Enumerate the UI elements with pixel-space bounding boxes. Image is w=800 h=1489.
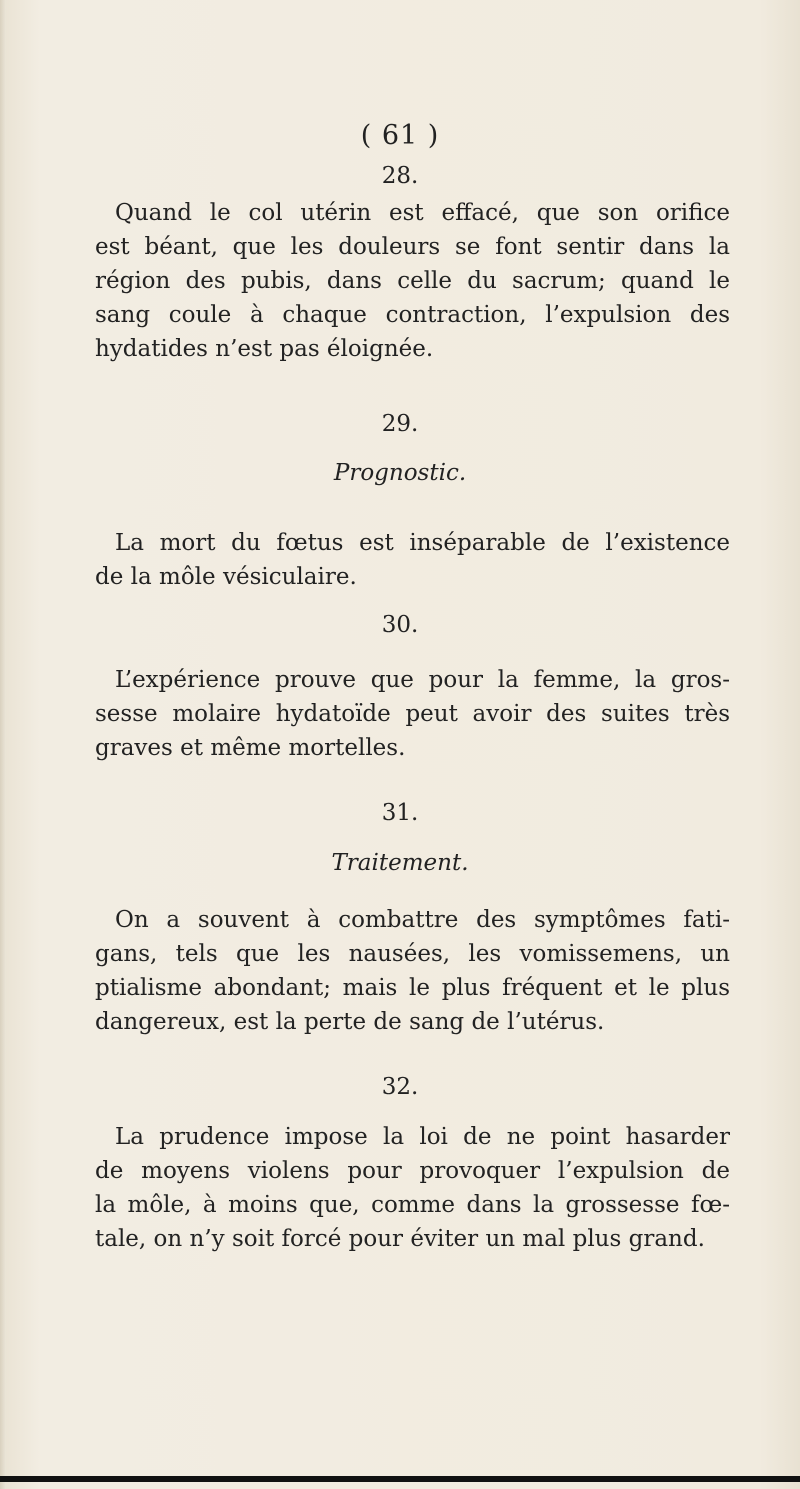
paragraph-29 — [95, 526, 730, 594]
paragraph-28 — [95, 196, 730, 366]
paragraph-line: ptialisme abondant; mais le plus fréquent et le plus — [95, 975, 730, 1001]
page-number: ( 61 ) — [360, 120, 440, 151]
paragraph-line: tale, on n’y soit forcé pour éviter un mal plus grand. — [95, 1226, 705, 1252]
section-heading-prognostic: Prognostic. — [333, 460, 467, 486]
paragraph-31 — [95, 903, 730, 1039]
page-gutter-edge — [0, 0, 6, 1489]
paragraph-line: sesse molaire hydatoïde peut avoir des suites très — [95, 701, 730, 727]
section-heading-traitement: Traitement. — [331, 850, 469, 876]
paragraph-line: La mort du fœtus est inséparable de l’existence — [115, 530, 730, 556]
paragraph-line: la môle, à moins que, comme dans la grossesse fœ- — [95, 1192, 730, 1218]
paragraph-line: On a souvent à combattre des symptômes fati- — [115, 907, 730, 933]
paragraph-line: La prudence impose la loi de ne point hasarder — [115, 1124, 730, 1150]
section-number-32: 32. — [381, 1074, 419, 1100]
section-number-30: 30. — [381, 612, 419, 638]
paragraph-line: de moyens violens pour provoquer l’expulsion de — [95, 1158, 730, 1184]
paragraph-line: de la môle vésiculaire. — [95, 564, 357, 590]
paragraph-line: L’expérience prouve que pour la femme, la gros- — [115, 667, 730, 693]
paragraph-line: gans, tels que les nausées, les vomissemens, un — [95, 941, 730, 967]
section-number-29: 29. — [381, 411, 419, 437]
paragraph-line: graves et même mortelles. — [95, 735, 406, 761]
paragraph-line: sang coule à chaque contraction, l’expulsion des — [95, 302, 730, 328]
paragraph-line: hydatides n’est pas éloignée. — [95, 336, 434, 362]
paragraph-line: est béant, que les douleurs se font sentir dans la — [95, 234, 730, 260]
section-number-31: 31. — [381, 800, 419, 826]
page-bottom-edge — [0, 1476, 800, 1482]
section-number-28: 28. — [381, 163, 419, 189]
paragraph-line: région des pubis, dans celle du sacrum; quand le — [95, 268, 730, 294]
paragraph-line: dangereux, est la perte de sang de l’utérus. — [95, 1009, 605, 1035]
paragraph-30 — [95, 663, 730, 765]
paragraph-32 — [95, 1120, 730, 1256]
paragraph-line: Quand le col utérin est effacé, que son orifice — [115, 200, 730, 226]
